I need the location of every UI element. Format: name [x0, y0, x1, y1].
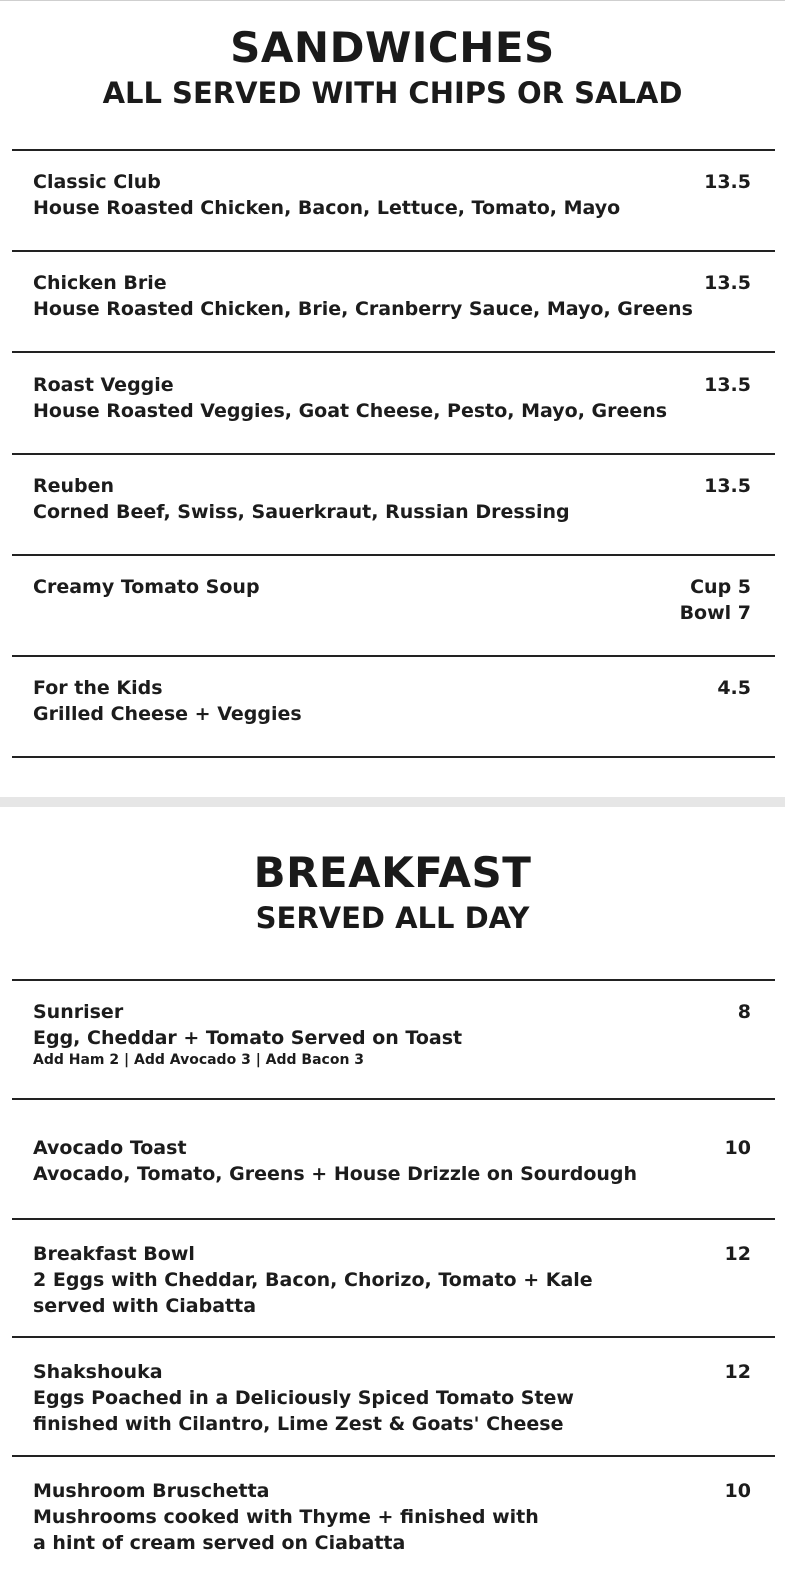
menu-item-creamy-tomato-soup: [33, 574, 751, 626]
item-description: Egg, Cheddar + Tomato Served on Toast: [33, 1027, 463, 1049]
divider: [12, 756, 775, 758]
breakfast-title: BREAKFAST: [253, 848, 532, 897]
divider: [12, 1098, 775, 1100]
item-name: For the Kids: [33, 677, 163, 699]
item-name: Creamy Tomato Soup: [33, 576, 260, 598]
divider: [12, 655, 775, 657]
breakfast-subtitle: SERVED ALL DAY: [255, 901, 530, 935]
item-description-line-2: served with Ciabatta: [33, 1295, 257, 1317]
item-name: Mushroom Bruschetta: [33, 1480, 270, 1502]
item-addons: Add Ham 2 | Add Avocado 3 | Add Bacon 3: [33, 1052, 365, 1068]
item-price: 13.5: [704, 272, 751, 294]
item-name: Avocado Toast: [33, 1137, 187, 1159]
menu-item-roast-veggie: [33, 372, 751, 424]
item-description: House Roasted Chicken, Brie, Cranberry Sauce, Mayo, Greens: [33, 298, 693, 320]
divider: [12, 1218, 775, 1220]
divider: [12, 554, 775, 556]
item-name: Roast Veggie: [33, 374, 174, 396]
breakfast-menu-page: [0, 807, 785, 1576]
menu-item-reuben: [33, 473, 751, 525]
item-price: 13.5: [704, 374, 751, 396]
divider: [12, 1455, 775, 1457]
item-description: Mushrooms cooked with Thyme + finished with: [33, 1506, 539, 1528]
divider: [12, 250, 775, 252]
item-description: Eggs Poached in a Deliciously Spiced Tomato Stew: [33, 1387, 574, 1409]
item-name: Breakfast Bowl: [33, 1243, 195, 1265]
item-price: 8: [737, 1001, 751, 1023]
item-description: House Roasted Chicken, Bacon, Lettuce, Tomato, Mayo: [33, 197, 621, 219]
menu-item-avocado-toast: [33, 1135, 751, 1187]
item-name: Shakshouka: [33, 1361, 163, 1383]
item-price: 12: [724, 1243, 751, 1265]
divider: [12, 1336, 775, 1338]
sandwiches-title: SANDWICHES: [230, 23, 555, 72]
item-name: Reuben: [33, 475, 115, 497]
divider: [12, 351, 775, 353]
page-separator: [0, 797, 785, 807]
item-price: 13.5: [704, 171, 751, 193]
item-description-line-2: finished with Cilantro, Lime Zest & Goats' Cheese: [33, 1413, 564, 1435]
menu-item-sunriser: [33, 999, 751, 1069]
sandwiches-subtitle: ALL SERVED WITH CHIPS OR SALAD: [102, 76, 683, 110]
item-name: Classic Club: [33, 171, 161, 193]
item-name: Sunriser: [33, 1001, 124, 1023]
item-description: Grilled Cheese + Veggies: [33, 703, 302, 725]
divider: [12, 453, 775, 455]
menu-item-breakfast-bowl: [33, 1241, 751, 1319]
item-description-line-2: a hint of cream served on Ciabatta: [33, 1532, 406, 1554]
item-price: 4.5: [717, 677, 751, 699]
item-description: 2 Eggs with Cheddar, Bacon, Chorizo, Tomato + Kale: [33, 1269, 593, 1291]
menu-item-chicken-brie: [33, 270, 751, 322]
item-description: Avocado, Tomato, Greens + House Drizzle on Sourdough: [33, 1163, 638, 1185]
item-price-bowl: Bowl 7: [679, 602, 751, 624]
item-price: 10: [724, 1137, 751, 1159]
divider: [12, 149, 775, 151]
menu-item-shakshouka: [33, 1359, 751, 1437]
item-price: 13.5: [704, 475, 751, 497]
menu-item-mushroom-bruschetta: [33, 1478, 751, 1556]
menu-item-classic-club: [33, 169, 751, 221]
item-price: 12: [724, 1361, 751, 1383]
item-price-cup: Cup 5: [690, 576, 751, 598]
divider: [12, 979, 775, 981]
item-name: Chicken Brie: [33, 272, 167, 294]
item-description: House Roasted Veggies, Goat Cheese, Pesto, Mayo, Greens: [33, 400, 668, 422]
item-description: Corned Beef, Swiss, Sauerkraut, Russian Dressing: [33, 501, 570, 523]
menu-item-for-the-kids: [33, 675, 751, 727]
item-price: 10: [724, 1480, 751, 1502]
